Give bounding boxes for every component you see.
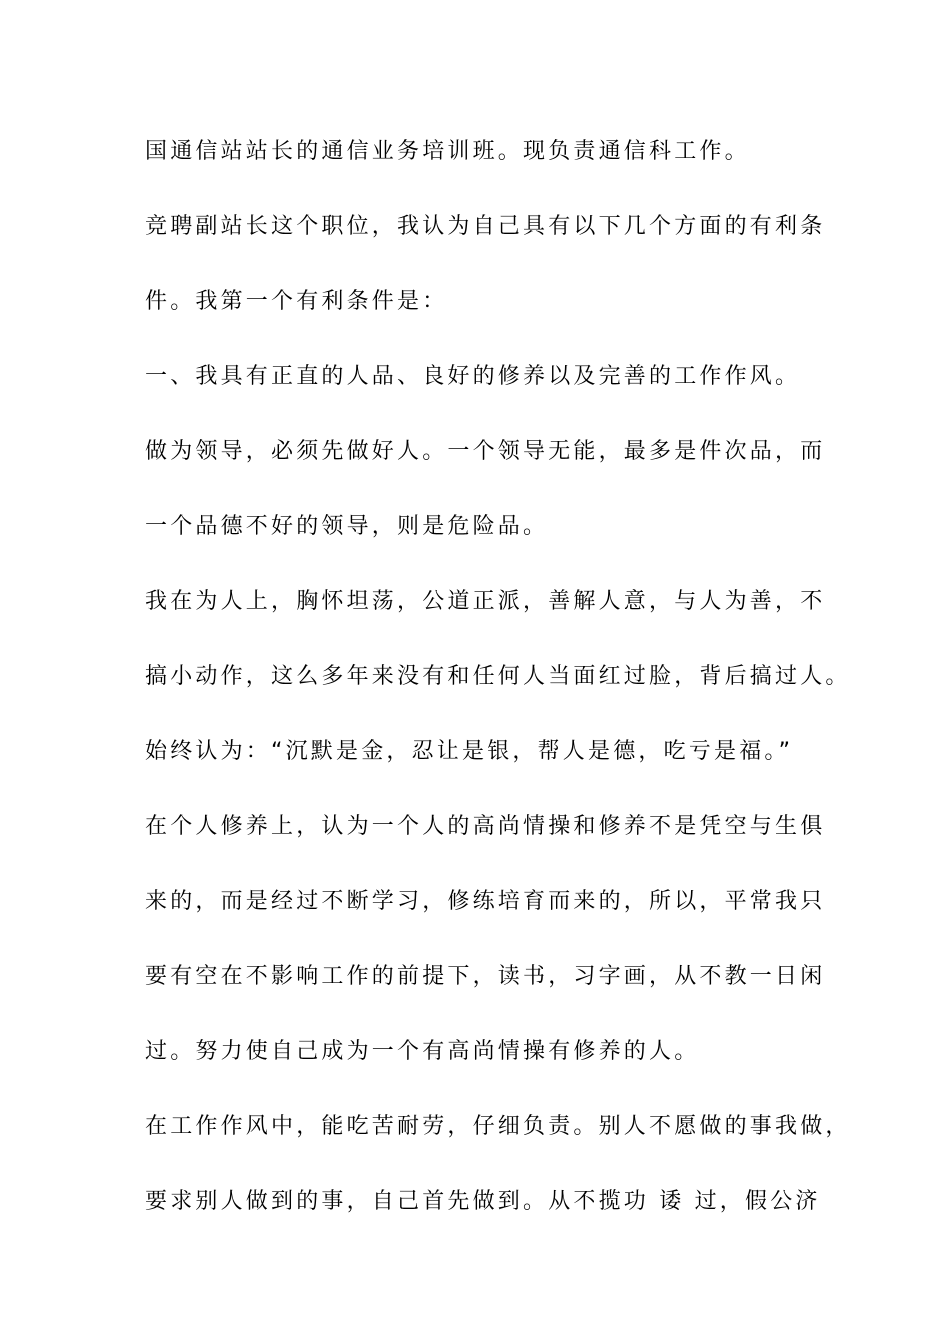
text-line-14: 在工作作风中，能吃苦耐劳，仔细负责。别人不愿做的事我做，: [145, 1114, 851, 1139]
text-line-13: 过。努力使自己成为一个有高尚情操有修养的人。: [145, 1039, 700, 1064]
text-line-2: 竞聘副站长这个职位，我认为自己具有以下几个方面的有利条: [145, 214, 826, 239]
text-line-6: 一个品德不好的领导，则是危险品。: [145, 514, 549, 539]
text-line-12: 要有空在不影响工作的前提下，读书，习字画，从不教一日闲: [145, 964, 826, 989]
text-line-9: 始终认为：“沉默是金，忍让是银，帮人是德，吃亏是福。”: [145, 739, 794, 764]
text-line-11: 来的，而是经过不断学习，修练培育而来的，所以，平常我只: [145, 889, 826, 914]
text-line-3: 件。我第一个有利条件是：: [145, 289, 448, 314]
text-line-10: 在个人修养上，认为一个人的高尚情操和修养不是凭空与生俱: [145, 814, 826, 839]
text-line-1: 国通信站站长的通信业务培训班。现负责通信科工作。: [145, 139, 750, 164]
text-line-5: 做为领导，必须先做好人。一个领导无能，最多是件次品，而: [145, 439, 826, 464]
text-line-15: 要求别人做到的事，自己首先做到。从不揽功 诿 过，假公济: [145, 1189, 821, 1214]
text-line-7: 我在为人上，胸怀坦荡，公道正派，善解人意，与人为善，不: [145, 589, 826, 614]
text-line-8: 搞小动作，这么多年来没有和任何人当面红过脸，背后搞过人。: [145, 664, 851, 689]
text-line-4: 一、我具有正直的人品、良好的修养以及完善的工作作风。: [145, 364, 801, 389]
